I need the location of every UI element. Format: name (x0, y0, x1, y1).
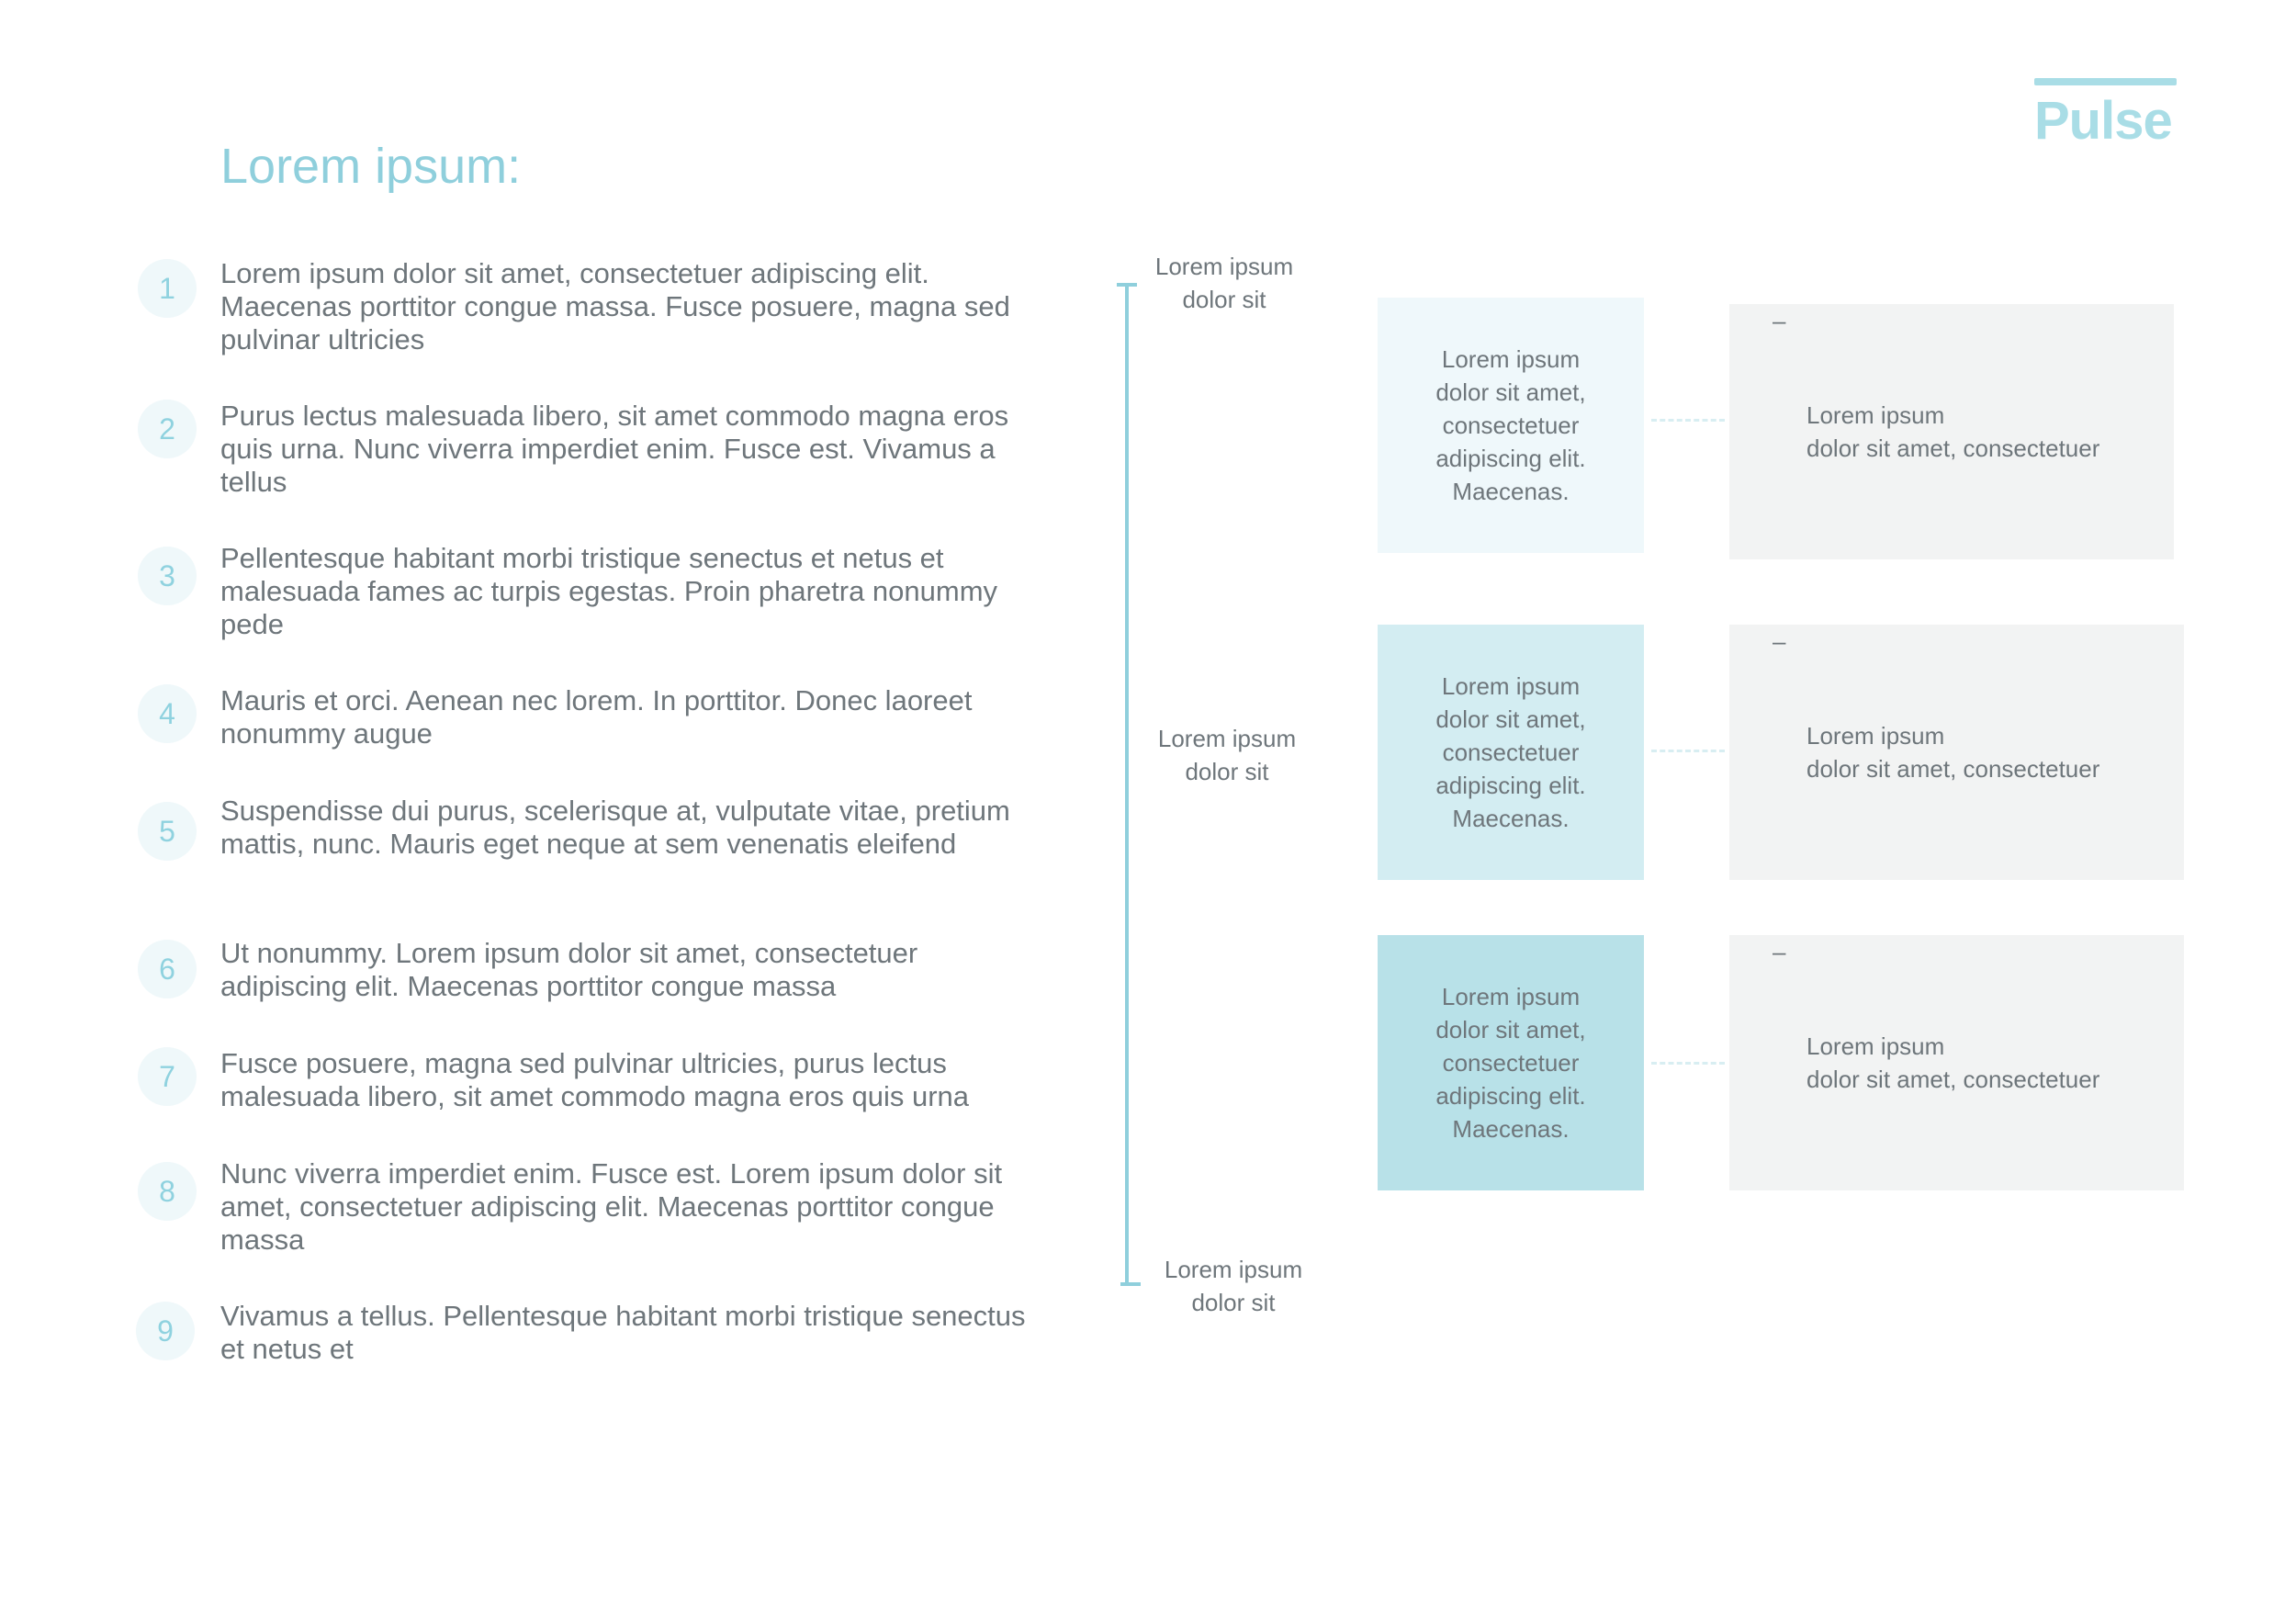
row-2-connector (1651, 750, 1725, 752)
axis-label-bottom: Lorem ipsum dolor sit (1164, 1256, 1303, 1316)
list-item (138, 257, 1038, 358)
list-item (138, 400, 1038, 501)
row-3-right-text: Lorem ipsum dolor sit amet, consectetuer (1806, 1032, 2100, 1093)
brand-logo (2034, 78, 2177, 151)
axis-label-middle: Lorem ipsum dolor sit (1157, 725, 1297, 785)
list-item (138, 542, 1038, 643)
list-item-text: Pellentesque habitant morbi tristique senectus et netus et malesuada fames ac turpis egestas. Proin pharetra nonummy pede (220, 542, 998, 640)
number-badge: 6 (138, 940, 197, 998)
list-item (138, 1157, 1038, 1258)
number-badge: 8 (138, 1162, 197, 1221)
row-3-right-box (1729, 935, 2184, 1190)
axis-label-top: Lorem ipsum dolor sit (1154, 253, 1294, 313)
list-item-text: Mauris et orci. Aenean nec lorem. In porttitor. Donec laoreet nonummy augue (220, 684, 973, 750)
number-badge: 4 (138, 684, 197, 743)
number-badge: 9 (136, 1302, 195, 1360)
timeline-axis (1125, 285, 1129, 1286)
list-item-text: Suspendisse dui purus, scelerisque at, vulputate vitae, pretium mattis, nunc. Mauris eget neque at sem venenatis eleifend (220, 795, 1010, 860)
row-2-right-box (1729, 625, 2184, 880)
list-item-text: Vivamus a tellus. Pellentesque habitant morbi tristique senectus et netus et (220, 1300, 1026, 1365)
row-1-connector (1651, 419, 1725, 422)
row-2-dash: – (1773, 627, 1786, 655)
list-item-text: Ut nonummy. Lorem ipsum dolor sit amet, consectetuer adipiscing elit. Maecenas porttitor congue massa (220, 937, 918, 1002)
list-item-text: Purus lectus malesuada libero, sit amet commodo magna eros quis urna. Nunc viverra imperdiet enim. Fusce est. Vivamus a tellus (220, 400, 1009, 498)
list-item (138, 795, 1038, 896)
row-1-right-text: Lorem ipsum dolor sit amet, consectetuer (1806, 401, 2100, 462)
row-2-left-box: Lorem ipsum dolor sit amet, consectetuer adipiscing elit. Maecenas. (1378, 625, 1644, 880)
row-3-connector (1651, 1062, 1725, 1065)
page-title: Lorem ipsum: (220, 139, 522, 194)
row-1-right-box (1729, 304, 2174, 559)
number-badge: 7 (138, 1047, 197, 1106)
list-item (138, 1300, 1038, 1373)
list-item-text: Fusce posuere, magna sed pulvinar ultricies, purus lectus malesuada libero, sit amet commodo magna eros quis urna (220, 1047, 970, 1112)
list-item-text: Lorem ipsum dolor sit amet, consectetuer adipiscing elit. Maecenas porttitor congue massa. Fusce posuere, magna sed pulvinar ultricies (220, 257, 1010, 355)
row-3-dash: – (1773, 938, 1786, 965)
list-item-text: Nunc viverra imperdiet enim. Fusce est. Lorem ipsum dolor sit amet, consectetuer adipiscing elit. Maecenas porttitor congue massa (220, 1157, 1003, 1256)
logo-bar (2034, 78, 2177, 85)
number-badge: 3 (138, 547, 197, 605)
row-1-left-box: Lorem ipsum dolor sit amet, consectetuer adipiscing elit. Maecenas. (1378, 298, 1644, 553)
list-item (138, 684, 1038, 758)
row-2-right-text: Lorem ipsum dolor sit amet, consectetuer (1806, 722, 2100, 783)
number-badge: 2 (138, 400, 197, 458)
row-3-left-box: Lorem ipsum dolor sit amet, consectetuer adipiscing elit. Maecenas. (1378, 935, 1644, 1190)
number-badge: 5 (138, 802, 197, 861)
axis-bottom-cap (1120, 1282, 1141, 1286)
logo-text: Pulse (2034, 91, 2172, 151)
number-badge: 1 (138, 259, 197, 318)
list-item (138, 1047, 1038, 1121)
row-1-dash: – (1773, 307, 1786, 334)
list-item (138, 937, 1038, 1010)
